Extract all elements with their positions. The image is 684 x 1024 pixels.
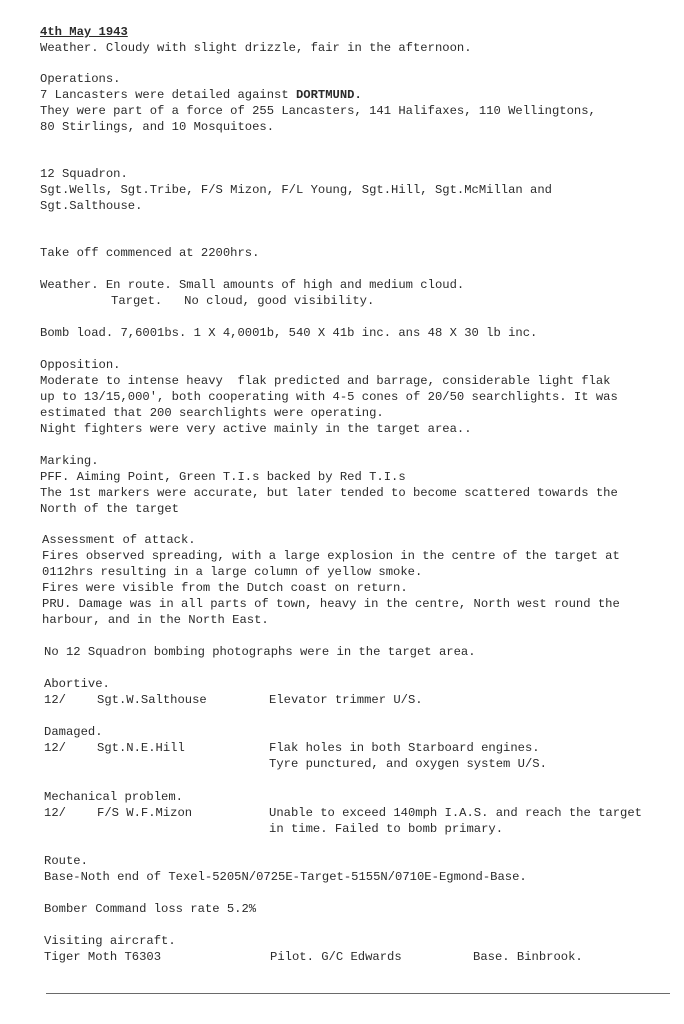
marking-line: North of the target bbox=[40, 502, 179, 516]
damaged-reason-1: Flak holes in both Starboard engines. bbox=[269, 741, 540, 755]
abortive-reason: Elevator trimmer U/S. bbox=[269, 693, 423, 707]
opposition-line: estimated that 200 searchlights were operating. bbox=[40, 406, 384, 420]
abortive-heading: Abortive. bbox=[44, 677, 110, 691]
squadron-heading: 12 Squadron. bbox=[40, 167, 128, 181]
photographs-line: No 12 Squadron bombing photographs were in the target area. bbox=[44, 645, 476, 659]
weather-route-line-2: Target. No cloud, good visibility. bbox=[111, 294, 375, 308]
take-off-line: Take off commenced at 2200hrs. bbox=[40, 246, 260, 260]
weather-route-line-1: Weather. En route. Small amounts of high and medium cloud. bbox=[40, 278, 465, 292]
route-heading: Route. bbox=[44, 854, 88, 868]
mechanical-reason-1: Unable to exceed 140mph I.A.S. and reach the target bbox=[269, 806, 642, 820]
marking-line: The 1st markers were accurate, but later tended to become scattered towards the bbox=[40, 486, 618, 500]
mechanical-reason-2: in time. Failed to bomb primary. bbox=[269, 822, 504, 836]
operations-line-2: They were part of a force of 255 Lancasters, 141 Halifaxes, 110 Wellingtons, bbox=[40, 104, 596, 118]
assessment-line: 0112hrs resulting in a large column of yellow smoke. bbox=[42, 565, 423, 579]
marking-heading: Marking. bbox=[40, 454, 99, 468]
target-name: DORTMUND. bbox=[295, 88, 362, 102]
opposition-line: Night fighters were very active mainly in the target area.. bbox=[40, 422, 472, 436]
date-heading: 4th May 1943 bbox=[40, 25, 128, 39]
operations-line-3: 80 Stirlings, and 10 Mosquitoes. bbox=[40, 120, 275, 134]
abortive-squadron: 12/ bbox=[44, 693, 66, 707]
operations-line-1 bbox=[40, 87, 362, 103]
abortive-crew: Sgt.W.Salthouse bbox=[97, 693, 207, 707]
damaged-reason-2: Tyre punctured, and oxygen system U/S. bbox=[269, 757, 547, 771]
visiting-heading: Visiting aircraft. bbox=[44, 934, 176, 948]
squadron-crew-line-1: Sgt.Wells, Sgt.Tribe, F/S Mizon, F/L Young, Sgt.Hill, Sgt.McMillan and bbox=[40, 183, 552, 197]
route-text: Base-Noth end of Texel-5205N/0725E-Target-5155N/0710E-Egmond-Base. bbox=[44, 870, 527, 884]
marking-line: PFF. Aiming Point, Green T.I.s backed by Red T.I.s bbox=[40, 470, 406, 484]
opposition-heading: Opposition. bbox=[40, 358, 121, 372]
opposition-line: Moderate to intense heavy flak predicted and barrage, considerable light flak bbox=[40, 374, 611, 388]
weather-line: Weather. Cloudy with slight drizzle, fair in the afternoon. bbox=[40, 41, 472, 55]
damaged-heading: Damaged. bbox=[44, 725, 103, 739]
mechanical-crew: F/S W.F.Mizon bbox=[97, 806, 193, 820]
bottom-divider bbox=[46, 993, 670, 994]
damaged-squadron: 12/ bbox=[44, 741, 66, 755]
damaged-crew: Sgt.N.E.Hill bbox=[97, 741, 185, 755]
bomb-load-line: Bomb load. 7,6001bs. 1 X 4,0001b, 540 X 41b inc. ans 48 X 30 lb inc. bbox=[40, 326, 538, 340]
squadron-crew-line-2: Sgt.Salthouse. bbox=[40, 199, 143, 213]
visiting-pilot: Pilot. G/C Edwards bbox=[270, 950, 402, 964]
visiting-base: Base. Binbrook. bbox=[473, 950, 583, 964]
visiting-aircraft: Tiger Moth T6303 bbox=[44, 950, 162, 964]
opposition-line: up to 13/15,000', both cooperating with 4-5 cones of 20/50 searchlights. It was bbox=[40, 390, 618, 404]
assessment-heading: Assessment of attack. bbox=[42, 533, 196, 547]
assessment-line: Fires observed spreading, with a large explosion in the centre of the target at bbox=[42, 549, 620, 563]
operations-heading: Operations. bbox=[40, 72, 121, 86]
assessment-line: Fires were visible from the Dutch coast on return. bbox=[42, 581, 408, 595]
assessment-line: PRU. Damage was in all parts of town, heavy in the centre, North west round the bbox=[42, 597, 620, 611]
assessment-line: harbour, and in the North East. bbox=[42, 613, 269, 627]
loss-rate-line: Bomber Command loss rate 5.2% bbox=[44, 902, 257, 916]
mechanical-squadron: 12/ bbox=[44, 806, 66, 820]
operations-line-1-text: 7 Lancasters were detailed against bbox=[40, 88, 296, 102]
mechanical-heading: Mechanical problem. bbox=[44, 790, 183, 804]
